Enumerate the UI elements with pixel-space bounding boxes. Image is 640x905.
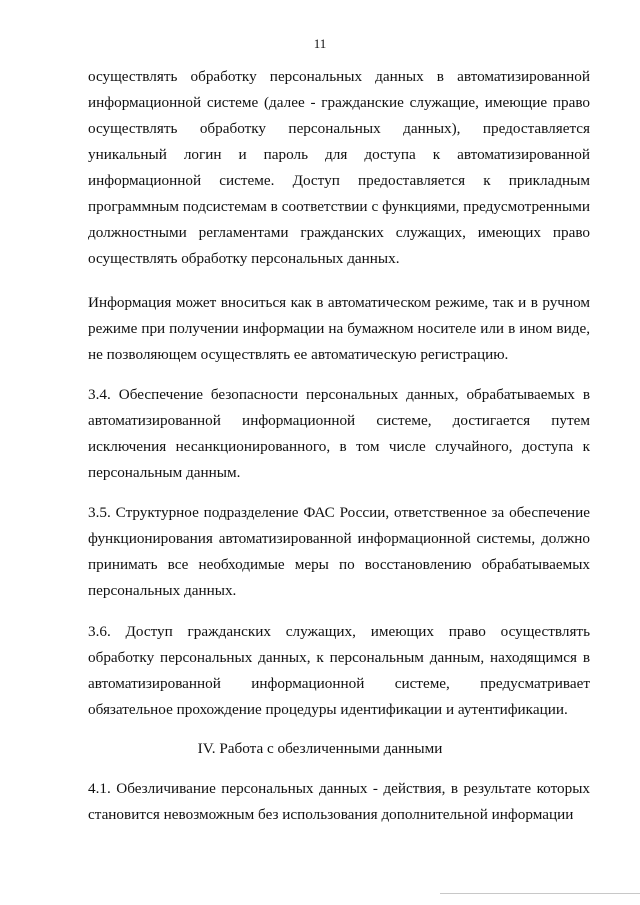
section-heading: IV. Работа с обезличенными данными (197, 740, 443, 757)
paragraph-3-4: 3.4. Обеспечение безопасности персональных данных, обрабатываемых в автоматизированной информационной системе, достигается путем исключения несанкционированного, в том числе случайного, доступа к персональным данным. (88, 386, 590, 481)
paragraph-4-1: 4.1. Обезличивание персональных данных - действия, в результате которых становится невозможным без использования дополнительной информации (88, 780, 590, 823)
paragraph-input-modes: Информация может вноситься как в автоматическом режиме, так и в ручном режиме при получении информации на бумажном носителе или в ином виде, не позволяющем осуществлять ее автоматическую регистрацию. (88, 294, 590, 363)
paragraph-3-5: 3.5. Структурное подразделение ФАС России, ответственное за обеспечение функционирования автоматизированной информационной системы, должно принимать все необходимые меры по восстановлению обрабатываемых персональных данных. (88, 504, 590, 599)
paragraph-3-6: 3.6. Доступ гражданских служащих, имеющих право осуществлять обработку персональных данных, к персональным данным, находящимся в автоматизированной информационной системе, предусматривает обязательное прохождение процедуры идентификации и аутентификации. (88, 623, 590, 718)
scan-edge-line (440, 893, 640, 894)
paragraph-access-intro: осуществлять обработку персональных данных в автоматизированной информационной системе (далее - гражданские служащие, имеющие право осуществлять обработку персональных данных), предоставляется уникальный логин и пароль для доступа к автоматизированной информационной системе. Доступ предоставляется к прикладным программным подсистемам в соответствии с функциями, предусмотренными должностными регламентами гражданских служащих, имеющих право осуществлять обработку персональных данных. (88, 68, 590, 267)
page-number: 11 (313, 36, 327, 51)
